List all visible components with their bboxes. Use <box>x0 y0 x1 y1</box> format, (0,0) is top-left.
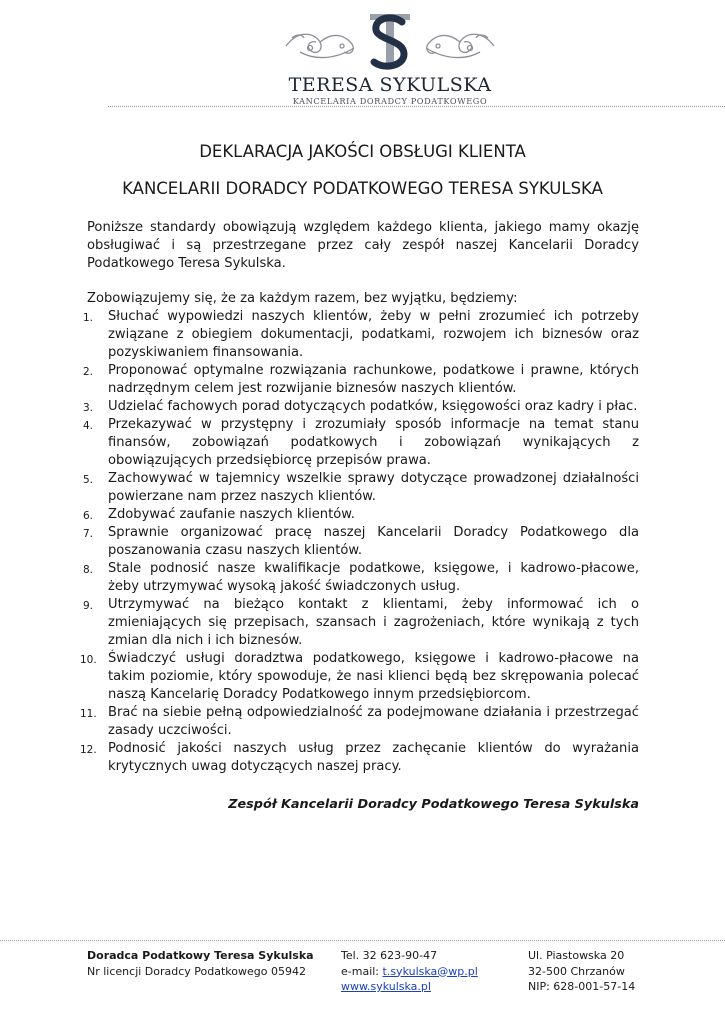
commitment-item <box>80 704 639 740</box>
footer-email-line <box>341 964 478 980</box>
commitment-item <box>80 740 639 776</box>
footer-address <box>528 948 635 995</box>
commitment-text: Słuchać wypowiedzi naszych klientów, żeby w pełni zrozumieć ich potrzeby związane z obiegiem dokumentacji, podatkami, rozwojem ich biznesów oraz pozyskiwaniem finansowania. <box>108 309 639 360</box>
footer-contact <box>341 948 478 995</box>
commitment-text: Zdobywać zaufanie naszych klientów. <box>108 507 355 522</box>
commitment-lead: Zobowiązujemy się, że za każdym razem, bez wyjątku, będziemy: <box>87 291 518 306</box>
commitment-text: Stale podnosić nasze kwalifikacje podatkowe, księgowe, i kadrowo-płacowe, żeby utrzymywać wysoką jakość świadczonych usług. <box>108 561 639 594</box>
commitment-text: Zachowywać w tajemnicy wszelkie sprawy dotyczące prowadzonej działalności powierzane nam przez naszych klientów. <box>108 471 639 504</box>
website-link[interactable]: www.sykulska.pl <box>341 980 431 993</box>
commitments-list <box>80 308 639 776</box>
commitment-number: 9. <box>83 600 94 612</box>
commitment-number: 10. <box>80 654 97 666</box>
commitment-number: 11. <box>80 708 97 720</box>
intro-paragraph: Poniższe standardy obowiązują względem każdego klienta, jakiego mamy okazję obsługiwać i są przestrzegane przez cały zespół naszej Kancelarii Doradcy Podatkowego Teresa Sykulska. <box>87 220 639 271</box>
commitment-text: Sprawnie organizować pracę naszej Kancelarii Doradcy Podatkowego dla poszanowania czasu naszych klientów. <box>108 525 639 558</box>
company-logo <box>280 8 500 106</box>
commitment-item <box>83 560 639 596</box>
header-divider <box>108 106 725 107</box>
commitment-number: 5. <box>83 474 94 486</box>
document-subtitle: KANCELARII DORADCY PODATKOWEGO TERESA SYKULSKA <box>122 179 603 198</box>
footer-company-name: Doradca Podatkowy Teresa Sykulska <box>87 949 314 962</box>
letterhead <box>0 0 725 104</box>
commitment-item <box>83 398 639 416</box>
commitment-text: Brać na siebie pełną odpowiedzialność za podejmowane działania i przestrzegać zasady uczciwości. <box>108 705 639 738</box>
commitment-text: Podnosić jakości naszych usług przez zachęcanie klientów do wyrażania krytycznych uwag dotyczących naszej pracy. <box>108 741 639 774</box>
commitment-text: Utrzymywać na bieżąco kontakt z klientami, żeby informować ich o zmieniających się przepisach, szansach i zagrożeniach, które wynikają z tych zmian dla nich i ich biznesów. <box>108 597 639 648</box>
commitment-number: 7. <box>83 528 94 540</box>
footer-divider <box>0 940 725 941</box>
commitment-item <box>83 596 639 650</box>
commitment-number: 2. <box>83 366 94 378</box>
commitment-number: 6. <box>83 510 94 522</box>
commitment-item <box>83 362 639 398</box>
commitment-text: Proponować optymalne rozwiązania rachunkowe, podatkowe i prawne, których nadrzędnym celem jest rozwijanie biznesów naszych klientów. <box>108 363 639 396</box>
commitment-item <box>83 506 639 524</box>
document-title: DEKLARACJA JAKOŚCI OBSŁUGI KLIENTA <box>199 142 526 161</box>
commitment-text: Przekazywać w przystępny i zrozumiały sposób informacje na temat stanu finansów, zobowiązań podatkowych i zobowiązań wynikających z obowiązujących przedsiębiorcę przepisów prawa. <box>108 417 639 468</box>
commitment-item <box>83 470 639 506</box>
commitment-number: 4. <box>83 420 94 432</box>
commitment-item <box>83 308 639 362</box>
signature: Zespół Kancelarii Doradcy Podatkowego Teresa Sykulska <box>228 797 639 812</box>
footer-email-label: e-mail: <box>341 964 383 978</box>
footer-company <box>87 948 314 979</box>
commitment-number: 1. <box>83 312 94 324</box>
ts-monogram-icon <box>280 8 500 78</box>
commitment-item <box>83 524 639 560</box>
footer-city: 32-500 Chrzanów <box>528 964 625 978</box>
commitment-number: 12. <box>80 744 97 756</box>
commitment-text: Świadczyć usługi doradztwa podatkowego, księgowe i kadrowo-płacowe na takim poziomie, który spowoduje, że nasi klienci będą bez skrępowania polecać naszą Kancelarię Doradcy Podatkowego innym przedsiębiorcom. <box>108 651 639 702</box>
footer-street: Ul. Piastowska 20 <box>528 949 625 962</box>
email-link[interactable]: t.sykulska@wp.pl <box>382 964 478 978</box>
brand-name: TERESA SYKULSKA <box>288 74 492 96</box>
footer-nip: NIP: 628-001-57-14 <box>528 980 636 993</box>
commitment-item <box>83 416 639 470</box>
commitment-number: 8. <box>83 564 94 576</box>
brand-subtitle: KANCELARIA DORADCY PODATKOWEGO <box>292 96 488 106</box>
footer-license: Nr licencji Doradcy Podatkowego 05942 <box>87 964 306 978</box>
commitment-item <box>80 650 639 704</box>
commitment-number: 3. <box>83 402 94 414</box>
footer-phone: Tel. 32 623-90-47 <box>341 949 438 962</box>
commitment-text: Udzielać fachowych porad dotyczących podatków, księgowości oraz kadry i płac. <box>108 399 638 414</box>
